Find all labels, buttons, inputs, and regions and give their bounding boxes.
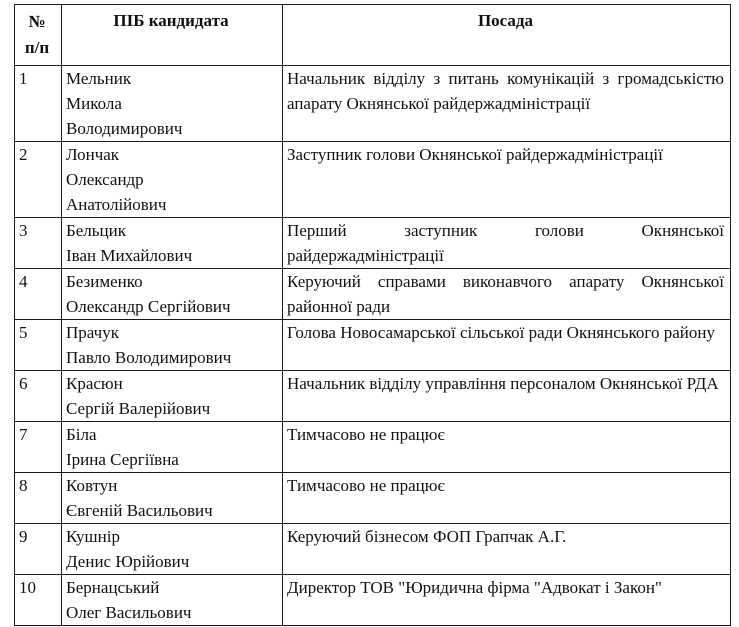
candidate-name-line: Лончак [66, 145, 120, 164]
table-row [15, 473, 731, 524]
candidate-position: Заступник голови Окнянської райдержадміністрації [283, 142, 731, 218]
candidate-name-line: Євгеній Васильович [66, 501, 213, 520]
header-name: ПІБ кандидата [62, 5, 283, 66]
candidate-name-line: Анатолійович [66, 195, 167, 214]
row-number: 1 [15, 66, 62, 142]
candidate-position: Керуючий бізнесом ФОП Грапчак А.Г. [283, 524, 731, 575]
candidate-position: Директор ТОВ "Юридична фірма "Адвокат і Закон" [283, 575, 731, 626]
candidate-name-line: Олександр Сергійович [66, 297, 231, 316]
table-row [15, 422, 731, 473]
candidate-name [62, 524, 283, 575]
header-position: Посада [283, 5, 731, 66]
header-number-abbrev: п/п [24, 38, 50, 57]
candidate-name [62, 142, 283, 218]
candidate-name-line: Безименко [66, 272, 143, 291]
table-row [15, 524, 731, 575]
row-number: 4 [15, 269, 62, 320]
candidate-position: Тимчасово не працює [283, 422, 731, 473]
candidate-name-line: Сергій Валерійович [66, 399, 211, 418]
candidate-name-line: Денис Юрійович [66, 552, 190, 571]
candidate-position: Начальник відділу управління персоналом Окнянської РДА [283, 371, 731, 422]
row-number: 8 [15, 473, 62, 524]
candidates-table [14, 4, 731, 626]
candidate-name [62, 320, 283, 371]
table-row [15, 142, 731, 218]
table-row [15, 320, 731, 371]
candidate-name-line: Мельник [66, 69, 132, 88]
table-header [15, 5, 731, 66]
candidate-name-line: Бернацський [66, 578, 160, 597]
row-number: 6 [15, 371, 62, 422]
candidate-name [62, 269, 283, 320]
candidate-name-line: Іван Михайлович [66, 246, 193, 265]
table-row [15, 66, 731, 142]
row-number: 10 [15, 575, 62, 626]
row-number: 5 [15, 320, 62, 371]
candidate-name-line: Павло Володимирович [66, 348, 232, 367]
candidate-name-line: Олег Васильович [66, 603, 192, 622]
candidate-name-line: Володимирович [66, 119, 183, 138]
candidate-name-line: Олександр [66, 170, 144, 189]
table-row [15, 269, 731, 320]
candidate-name-line: Бельцик [66, 221, 126, 240]
candidate-name-line: Микола [66, 94, 122, 113]
table-row [15, 371, 731, 422]
table-body [15, 66, 731, 626]
candidate-name-line: Ірина Сергіївна [66, 450, 179, 469]
candidate-name [62, 218, 283, 269]
candidate-name-line: Ковтун [66, 476, 118, 495]
candidate-position: Керуючий справами виконавчого апарату Окнянської районної ради [283, 269, 731, 320]
header-row [15, 5, 731, 66]
candidate-name [62, 371, 283, 422]
candidate-name [62, 66, 283, 142]
candidate-position: Тимчасово не працює [283, 473, 731, 524]
candidate-name-line: Прачук [66, 323, 119, 342]
table-row [15, 575, 731, 626]
table-row [15, 218, 731, 269]
row-number: 3 [15, 218, 62, 269]
candidate-position: Начальник відділу з питань комунікацій з громадськістю апарату Окнянської райдержадміністрації [283, 66, 731, 142]
candidate-name [62, 473, 283, 524]
candidate-name [62, 575, 283, 626]
candidate-position: Голова Новосамарської сільської ради Окнянського району [283, 320, 731, 371]
row-number: 2 [15, 142, 62, 218]
candidate-name-line: Красюн [66, 374, 123, 393]
header-number-symbol: № [28, 12, 46, 31]
candidate-position: Перший заступник голови Окнянської райдержадміністрації [283, 218, 731, 269]
candidate-name-line: Біла [66, 425, 97, 444]
row-number: 7 [15, 422, 62, 473]
candidate-name [62, 422, 283, 473]
header-number [15, 5, 62, 66]
candidate-name-line: Кушнір [66, 527, 120, 546]
row-number: 9 [15, 524, 62, 575]
